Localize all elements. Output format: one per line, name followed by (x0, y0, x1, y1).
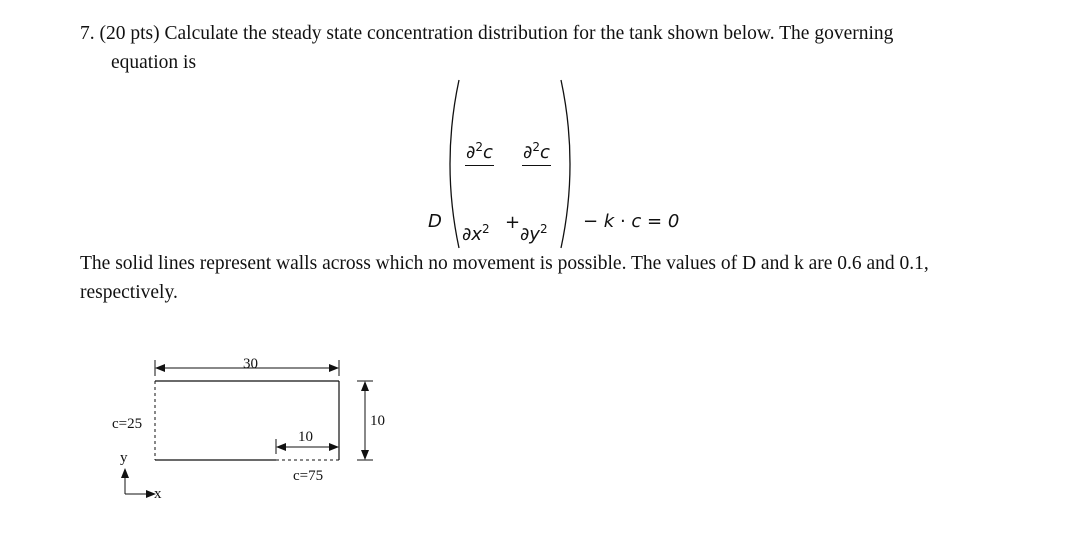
numerator-exponent: 2 (475, 140, 483, 154)
y-axis-label: y (120, 450, 128, 466)
segment-label: 10 (298, 429, 313, 445)
numerator-variable: c (482, 142, 493, 163)
denominator-x-exponent: 2 (481, 222, 490, 236)
plus-sign: + (505, 212, 521, 233)
left-boundary-label: c=25 (112, 416, 143, 432)
height-label: 10 (370, 413, 385, 429)
numerator-exponent: 2 (532, 140, 540, 154)
denominator-x-base: ∂x (462, 224, 482, 245)
question-line-2: equation is (111, 52, 197, 73)
bottom-boundary-label: c=75 (293, 468, 324, 484)
x-axis-label: x (154, 486, 162, 502)
paragraph-line-2: respectively. (80, 282, 178, 303)
question-line-1: 7. (20 pts) Calculate the steady state concentration distribution for the tank shown below. The governing (80, 23, 894, 44)
equation-tail: − k ⋅ c = 0 (583, 211, 680, 232)
denominator-y-exponent: 2 (539, 222, 548, 236)
denominator-y-base: ∂y (520, 224, 540, 245)
paragraph-line-1: The solid lines represent walls across which no movement is possible. The values of D and k are 0.6 and 0.1, (80, 253, 929, 274)
partial-symbol: ∂ (466, 142, 476, 163)
numerator-variable: c (539, 142, 550, 163)
coefficient-d: D (428, 211, 442, 232)
width-label: 30 (243, 356, 258, 372)
partial-symbol: ∂ (523, 142, 533, 163)
